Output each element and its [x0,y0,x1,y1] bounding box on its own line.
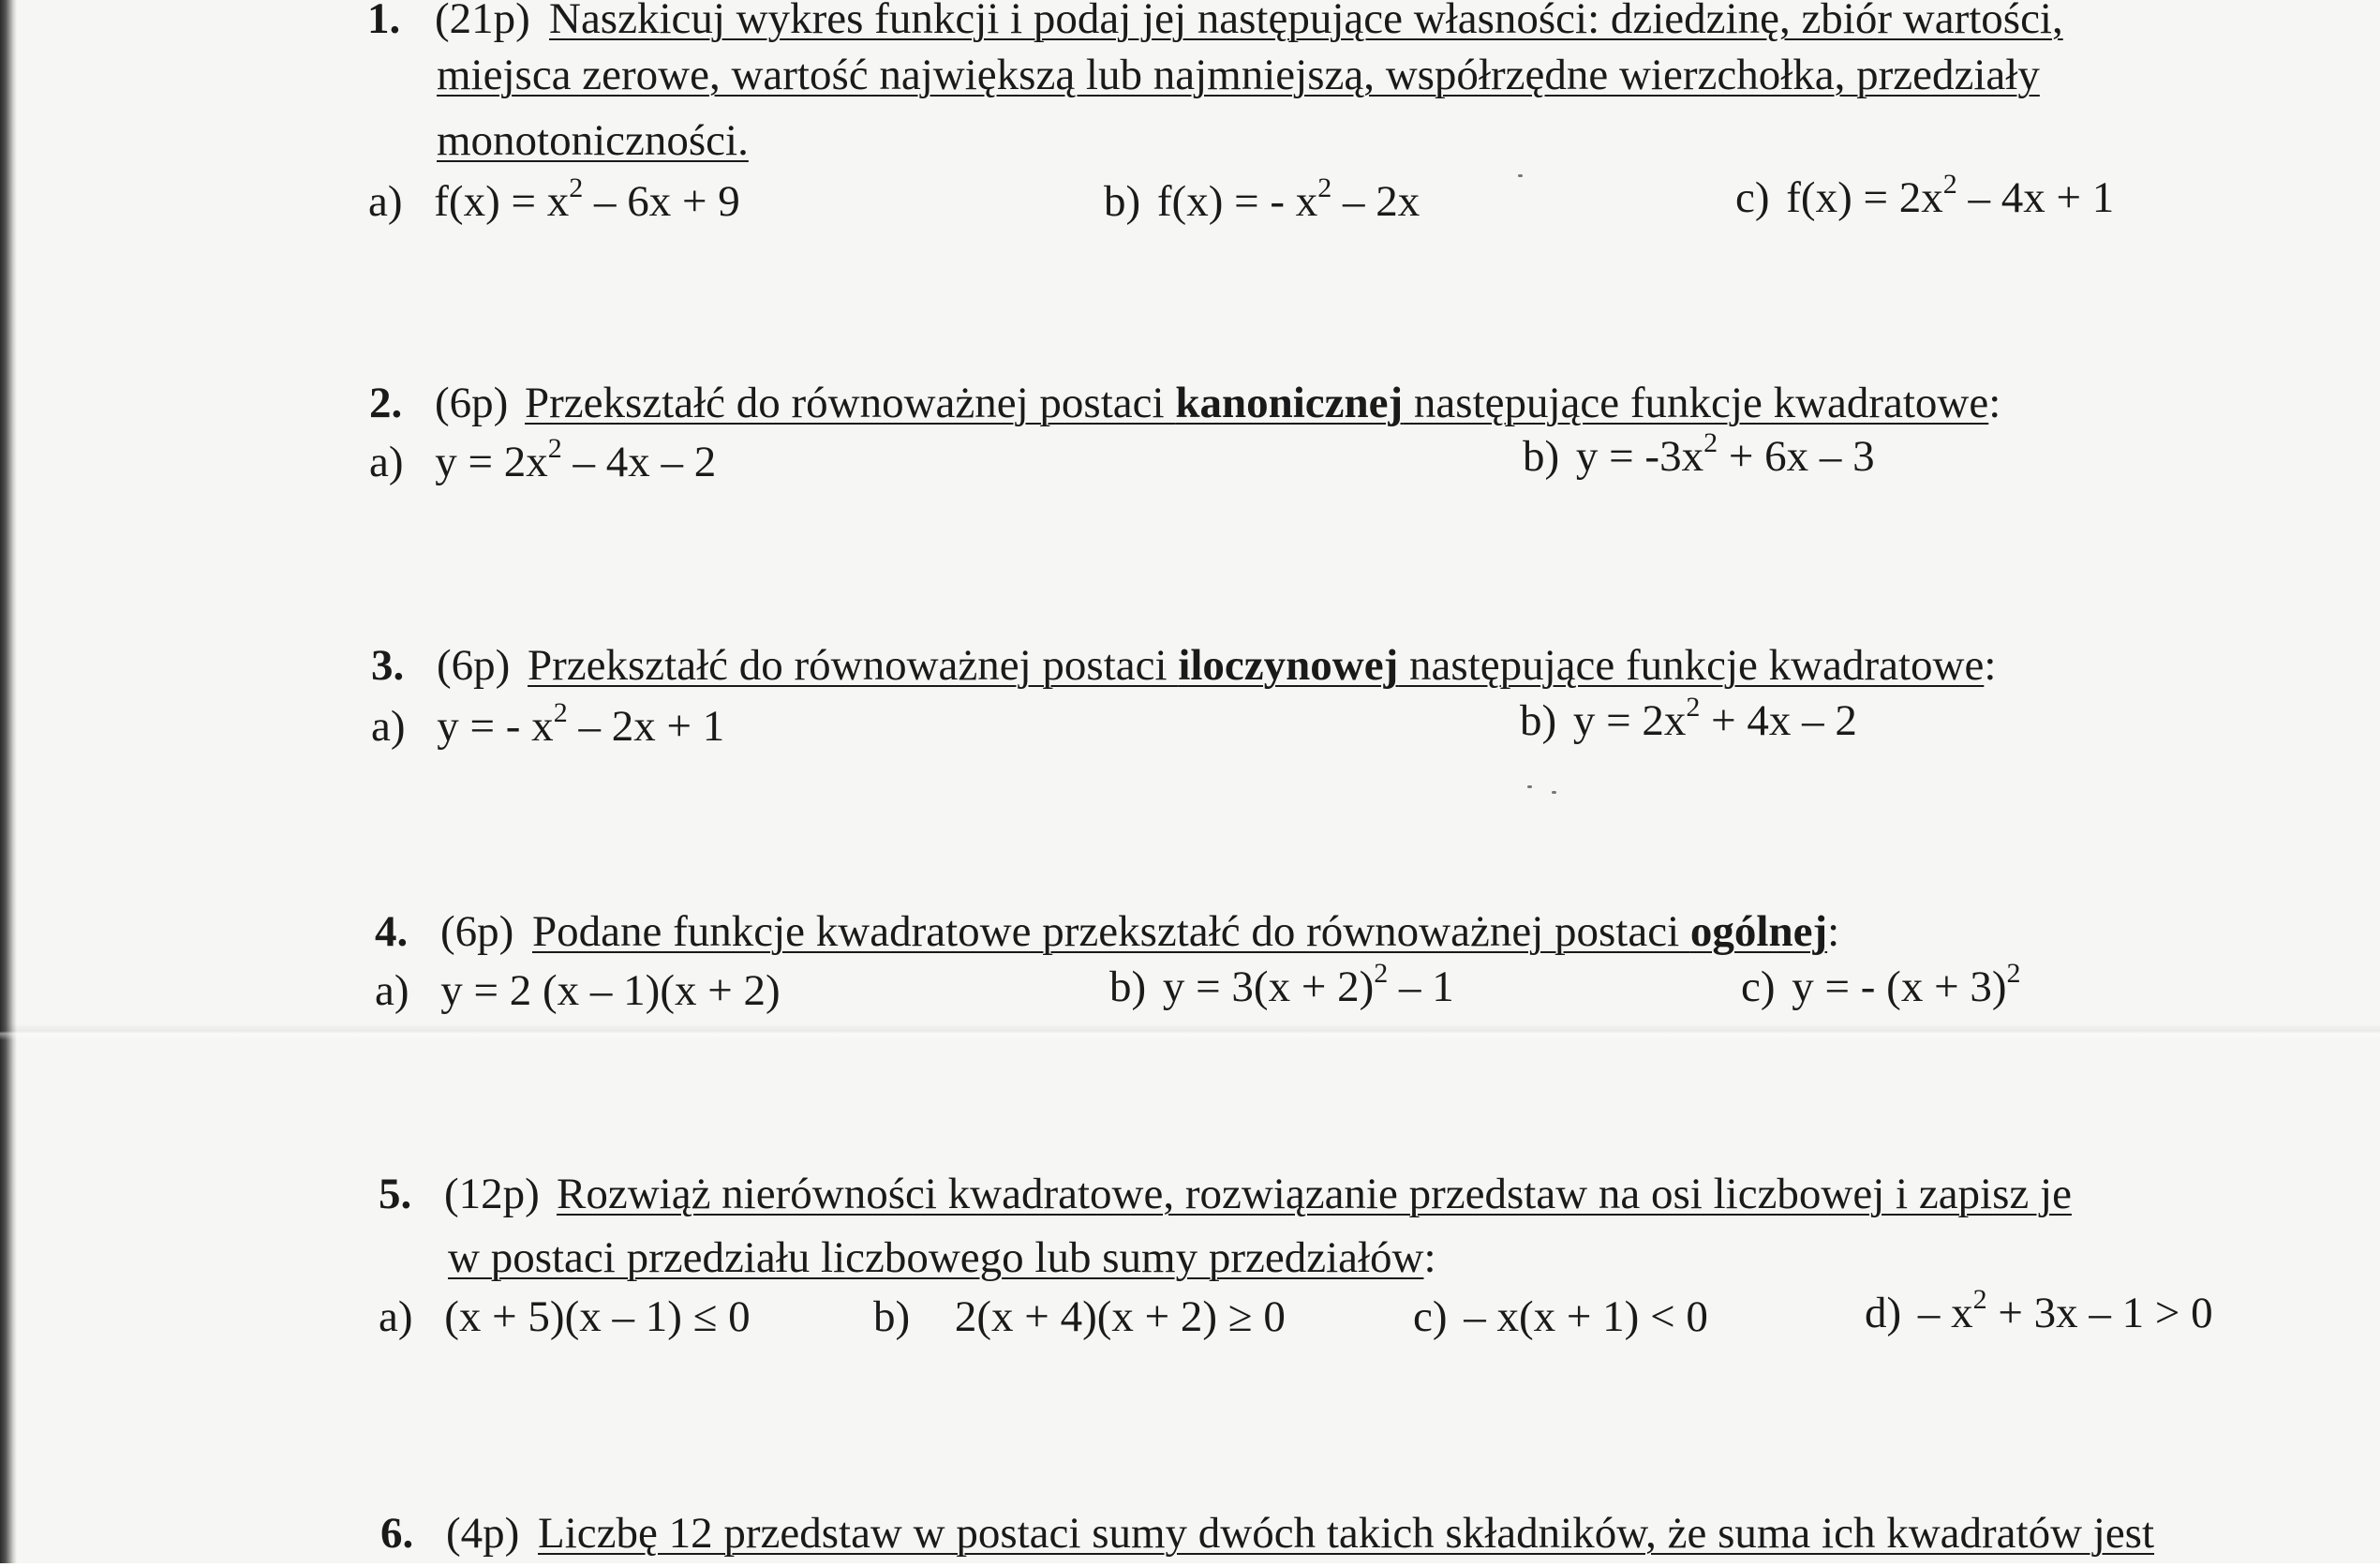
question-points: (6p) [435,379,509,427]
formula-part: – 4x + 1 [1956,173,2115,222]
item-5c [1413,1291,1708,1342]
item-label: a) [375,966,409,1015]
scan-speck [1527,785,1532,788]
exponent: 2 [553,697,568,728]
item-1b [1104,172,1421,227]
item-3a [371,697,725,752]
exponent: 2 [1942,169,1957,200]
question-text-line: Naszkicuj wykres funkcji i podaj jej następujące własności: dziedzinę, zbiór wartości, [549,0,2063,43]
formula: (x + 5)(x – 1) ≤ 0 [444,1292,751,1341]
item-label: d) [1865,1289,1902,1337]
item-1a [368,172,740,227]
question-points: (12p) [444,1170,540,1218]
formula-part: – 6x + 9 [583,177,740,226]
item-4b [1109,958,1454,1012]
item-label: b) [1520,696,1557,745]
item-label: b) [873,1292,911,1341]
text-part: Przekształć do równoważnej postaci [525,379,1176,427]
formula [1162,958,1454,1011]
formula [1792,958,2021,1011]
formula-part: + 4x – 2 [1700,696,1857,745]
text-part: w postaci przedziału liczbowego lub sumy przedziałów [448,1233,1424,1282]
formula-part: f(x) = x [434,177,570,226]
item-label: b) [1104,177,1141,226]
item-1c [1735,169,2115,223]
item-label: a) [379,1292,413,1341]
item-label: a) [369,438,404,486]
item-4a [375,965,781,1016]
formula-part: – x [1917,1289,1973,1337]
question-text [528,632,1996,699]
question-text-line: miejsca zerowe, wartość największą lub najmniejszą, współrzędne wierzchołka, przedziały [437,51,2040,99]
formula [437,697,725,751]
formula [1917,1284,2213,1337]
question-number: 3. [371,641,405,690]
scan-speck [1518,174,1523,177]
item-2b [1523,427,1875,482]
question-points: (4p) [446,1509,520,1558]
formula-part: + 6x – 3 [1718,432,1875,481]
question-text-line: Liczbę 12 przedstaw w postaci sumy dwóch takich składników, że suma ich kwadratów jest [538,1509,2155,1558]
exponent: 2 [1703,427,1718,458]
question-text [532,898,1839,965]
question-number: 6. [380,1509,414,1558]
paper-fold [0,1023,2380,1040]
question-number: 5. [379,1170,412,1218]
scan-border [0,0,17,1563]
question-text [525,369,2001,437]
formula-part: y = 3(x + 2) [1162,963,1375,1011]
exponent: 2 [569,172,584,203]
formula: y = 2 (x – 1)(x + 2) [440,966,781,1015]
item-5d [1865,1284,2213,1338]
item-5a [379,1291,751,1342]
question-points: (6p) [437,641,511,690]
text-colon: : [1827,907,1840,956]
formula [1572,692,1857,745]
question-text-line [448,1224,1436,1291]
text-part: następujące funkcje kwadratowe [1398,641,1985,690]
formula-part: y = - (x + 3) [1792,963,2007,1011]
question-number: 2. [369,379,403,427]
exponent: 2 [1972,1284,1987,1315]
item-2a [369,433,717,487]
question-text-line: monotoniczności. [437,116,749,165]
exponent: 2 [1374,958,1389,989]
formula [435,433,717,486]
item-label: b) [1523,432,1560,481]
formula-part: y = 2x [1572,696,1687,745]
formula-part: f(x) = 2x [1786,173,1943,222]
formula-part: + 3x – 1 > 0 [1986,1289,2213,1337]
question-number: 4. [375,907,409,956]
text-colon: : [1984,641,1997,690]
item-label: c) [1735,173,1770,222]
formula-part: y = - x [437,702,554,751]
formula [1786,169,2115,222]
item-label: a) [368,177,403,226]
formula-part: – 4x – 2 [561,438,717,486]
item-4c [1741,958,2021,1012]
text-bold: iloczynowej [1178,641,1399,690]
text-part: Podane funkcje kwadratowe przekształć do równoważnej postaci [532,907,1690,956]
formula-part: – 1 [1388,963,1454,1011]
item-label: a) [371,702,406,751]
text-part: Przekształć do równoważnej postaci [528,641,1179,690]
exponent: 2 [547,433,562,464]
formula [1575,427,1875,481]
exponent: 2 [2006,958,2021,989]
formula-part: – 2x [1331,177,1421,226]
text-part: następujące funkcje kwadratowe [1403,379,1989,427]
formula: 2(x + 4)(x + 2) ≥ 0 [954,1292,1286,1341]
text-bold: kanonicznej [1175,379,1404,427]
formula-part: f(x) = - x [1156,177,1318,226]
formula-part: – 2x + 1 [567,702,725,751]
exponent: 2 [1317,172,1332,203]
question-points: (21p) [435,0,530,43]
exponent: 2 [1686,692,1701,723]
formula: – x(x + 1) < 0 [1464,1292,1708,1341]
formula-part: y = -3x [1575,432,1704,481]
text-colon: : [1988,379,2001,427]
item-5b [873,1291,1286,1342]
text-bold: ogólnej [1689,907,1828,956]
question-number: 1. [367,0,401,43]
formula-part: y = 2x [435,438,548,486]
item-label: b) [1109,963,1147,1011]
formula [1156,172,1421,226]
formula [434,172,740,226]
item-3b [1520,692,1857,746]
item-label: c) [1741,963,1776,1011]
scan-speck [1552,791,1556,794]
text-colon: : [1423,1233,1436,1282]
item-label: c) [1413,1292,1448,1341]
question-points: (6p) [440,907,514,956]
question-text-line: Rozwiąż nierówności kwadratowe, rozwiązanie przedstaw na osi liczbowej i zapisz je [557,1170,2072,1218]
